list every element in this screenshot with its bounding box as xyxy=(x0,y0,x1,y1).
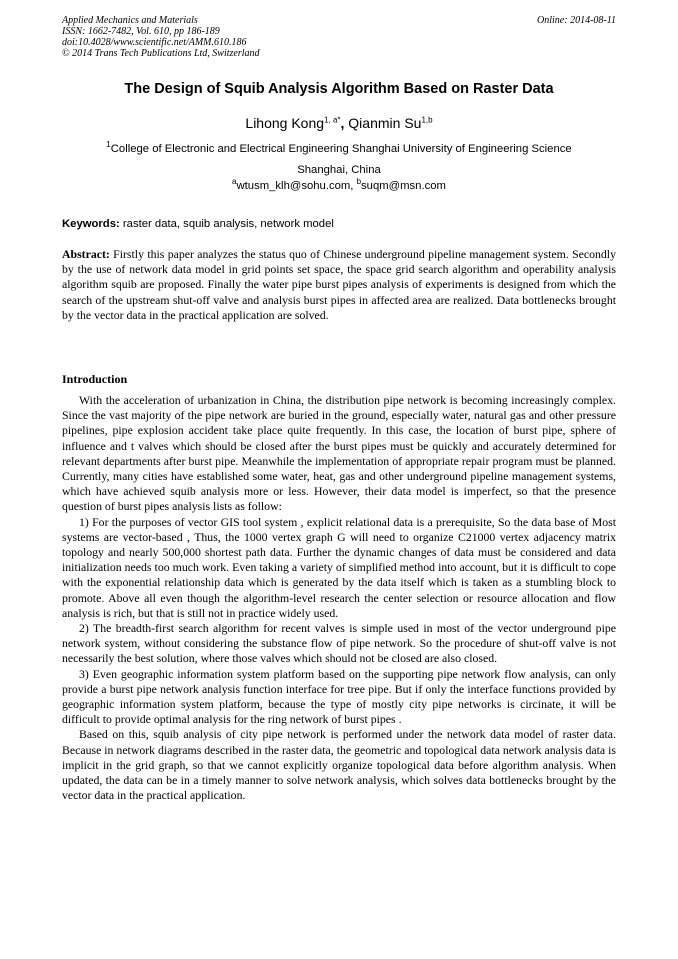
email-address: suqm@msn.com xyxy=(361,180,446,192)
section-heading: Introduction xyxy=(62,372,128,386)
affiliation-superscript: 1 xyxy=(106,140,111,150)
keywords xyxy=(62,218,616,230)
author-name: Qianmin Su xyxy=(348,115,422,131)
keywords-text: raster data, squib analysis, network model xyxy=(119,218,334,230)
abstract-text: Firstly this paper analyzes the status quo of Chinese underground pipeline management system. Secondly by the use of network data model in grid points set space, the space grid search algorithm and operability analysis algorithm squib are proposed. Finally the water pipe burst pipes analysis of experiments is designed from which the search of the upstream shut-off valve and analysis burst pipes in affected area are realized. Data bottlenecks brought by the vector data in the practical application are solved. xyxy=(62,247,616,322)
copyright-line: © 2014 Trans Tech Publications Ltd, Switzerland xyxy=(62,48,260,59)
doi-line: doi:10.4028/www.scientific.net/AMM.610.186 xyxy=(62,37,247,48)
author-superscript: 1,b xyxy=(421,115,433,125)
keywords-label: Keywords: xyxy=(62,218,120,230)
paragraph: With the acceleration of urbanization in China, the distribution pipe network is becoming increasingly complex. Since the vast majority of the pipe network are buried in the ground, especially water, natural gas and other pressure pipelines, pipe explosion accident take place quite frequently. In this case, the location of burst pipe, sphere of influence and t valves which should be closed after the burst pipes must be quickly and accurately determined for relevant departments after burst pipe. Meanwhile the implementation of appropriate repair program must be planned. Currently, many cities have established some water, heat, gas and other underground pipeline management systems, which have achieved squib analysis more or less. However, their data model is imperfect, so that the presence question of burst pipes analysis lists as follow: xyxy=(62,393,616,514)
abstract-label: Abstract: xyxy=(62,247,110,261)
author-name: Lihong Kong xyxy=(245,115,325,131)
author-superscript: 1, a* xyxy=(324,115,341,125)
affiliation-city: Shanghai, China xyxy=(297,164,381,176)
paper-title: The Design of Squib Analysis Algorithm Based on Raster Data xyxy=(124,81,554,97)
email-superscript: b xyxy=(356,177,362,187)
issn-line: ISSN: 1662-7482, Vol. 610, pp 186-189 xyxy=(62,26,220,37)
journal-header xyxy=(62,15,616,59)
online-date: Online: 2014-08-11 xyxy=(537,15,616,26)
email-line xyxy=(62,177,616,192)
paragraph: 2) The breadth-first search algorithm for recent valves is simple used in most of the vector underground pipe network system, without considering the substance flow of pipe network. So the procedure of shut-off valve is not necessarily the best solution, where those valves which should not be closed are also closed. xyxy=(62,621,616,666)
email-superscript: a xyxy=(232,177,237,187)
affiliation-line: College of Electronic and Electrical Engineering Shanghai University of Engineering Science xyxy=(110,143,572,155)
paragraph: Based on this, squib analysis of city pipe network is performed under the network data model of raster data. Because in network diagrams described in the raster data, the geometric and topological data network analysis data is implicit in the grid graph, so that we cannot explicitly organize topological data before algorithm analysis. When updated, the data can be in a timely manner to solve network analysis, which solves data bottlenecks brought by the vector data in the practical application. xyxy=(62,727,616,803)
paragraph: 1) For the purposes of vector GIS tool system , explicit relational data is a prerequisite, So the data base of Most systems are vector-based , Thus, the 1000 vertex graph G will need to organize C21000 vertex adjacency matrix topology and nearly 500,000 shortest path data. Further the dynamic changes of data must be considered and data initialization needs too much work. Even taking a variety of simplified method into account, but it is difficult to cope with the exponential relationship data which is generated by the data itself which is taken as a stumbling block to promote. Above all even though the algorithm-level research the center selection or resource allocation and flow analysis is rich, but that is still not in practice widely used. xyxy=(62,514,616,620)
author-line xyxy=(62,115,616,131)
journal-name: Applied Mechanics and Materials xyxy=(62,15,198,26)
paragraph: 3) Even geographic information system platform based on the supporting pipe network flow analysis, can only provide a burst pipe network analysis function interface for tree pipe. But if only the interface functions provided by geographic information system platform, because the type of mostly city pipe networks is circinate, it will be difficult to provide optimal analysis for the ring network of burst pipes . xyxy=(62,666,616,727)
introduction-body xyxy=(62,393,616,803)
email-separator: , xyxy=(350,180,357,192)
email-address: wtusm_klh@sohu.com xyxy=(236,180,351,192)
author-separator: , xyxy=(340,115,349,131)
abstract xyxy=(62,247,616,323)
affiliation xyxy=(62,139,616,181)
